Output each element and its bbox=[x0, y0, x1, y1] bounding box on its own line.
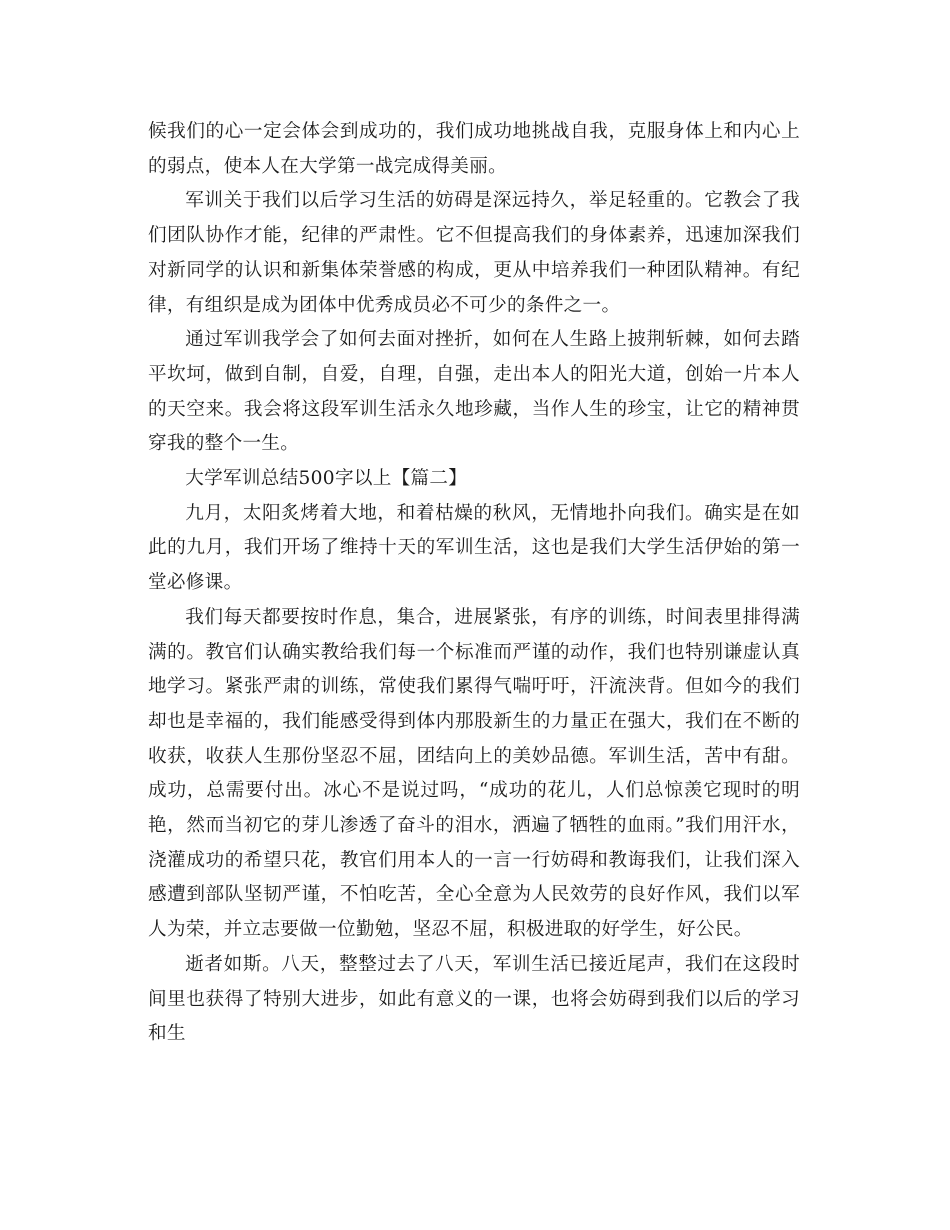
document-body bbox=[148, 115, 800, 1052]
paragraph-time-passes: 逝者如斯。八天，整整过去了八天，军训生活已接近尾声，我们在这段时间里也获得了特别大进步，如此有意义的一课，也将会妨碍到我们以后的学习和生 bbox=[148, 953, 800, 1045]
paragraph-training-impact: 军训关于我们以后学习生活的妨碍是深远持久，举足轻重的。它教会了我们团队协作才能，纪律的严肃性。它不但提高我们的身体素养，迅速加深我们对新同学的认识和新集体荣誉感的构成，更从中培养我们一种团队精神。有纪律，有组织是成为团体中优秀成员必不可少的条件之一。 bbox=[148, 190, 800, 316]
paragraph-september: 九月，太阳炙烤着大地，和着枯燥的秋风，无情地扑向我们。确实是在如此的九月，我们开场了维持十天的军训生活，这也是我们大学生活伊始的第一堂必修课。 bbox=[148, 502, 800, 594]
section-heading: 大学军训总结500字以上【篇二】 bbox=[185, 468, 468, 490]
paragraph-daily-training: 我们每天都要按时作息，集合，进展紧张，有序的训练，时间表里排得满满的。教官们认确实教给我们每一个标准而严谨的动作，我们也特别谦虚认真地学习。紧张严肃的训练，常使我们累得气喘吁吁，汗流浃背。但如今的我们却也是幸福的，我们能感受得到体内那股新生的力量正在强大，我们在不断的收获，收获人生那份坚忍不屈，团结向上的美妙品德。军训生活，苦中有甜。成功，总需要付出。冰心不是说过吗，“成功的花儿，人们总惊羡它现时的明艳，然而当初它的芽儿渗透了奋斗的泪水，洒遍了牺牲的血雨。”我们用汗水，浇灌成功的希望只花，教官们用本人的一言一行妨碍和教诲我们，让我们深入感遭到部队坚韧严谨，不怕吃苦，全心全意为人民效劳的良好作风，我们以军人为荣，并立志要做一位勤勉，坚忍不屈，积极进取的好学生，好公民。 bbox=[148, 606, 800, 941]
paragraph-lessons-learned: 通过军训我学会了如何去面对挫折，如何在人生路上披荆斩棘，如何去踏平坎坷，做到自制，自爱，自理，自强，走出本人的阳光大道，创始一片本人的天空来。我会将这段军训生活永久地珍藏，当作人生的珍宝，让它的精神贯穿我的整个一生。 bbox=[148, 329, 800, 455]
paragraph-continuation: 候我们的心一定会体会到成功的，我们成功地挑战自我，克服身体上和内心上的弱点，使本人在大学第一战完成得美丽。 bbox=[148, 121, 800, 177]
